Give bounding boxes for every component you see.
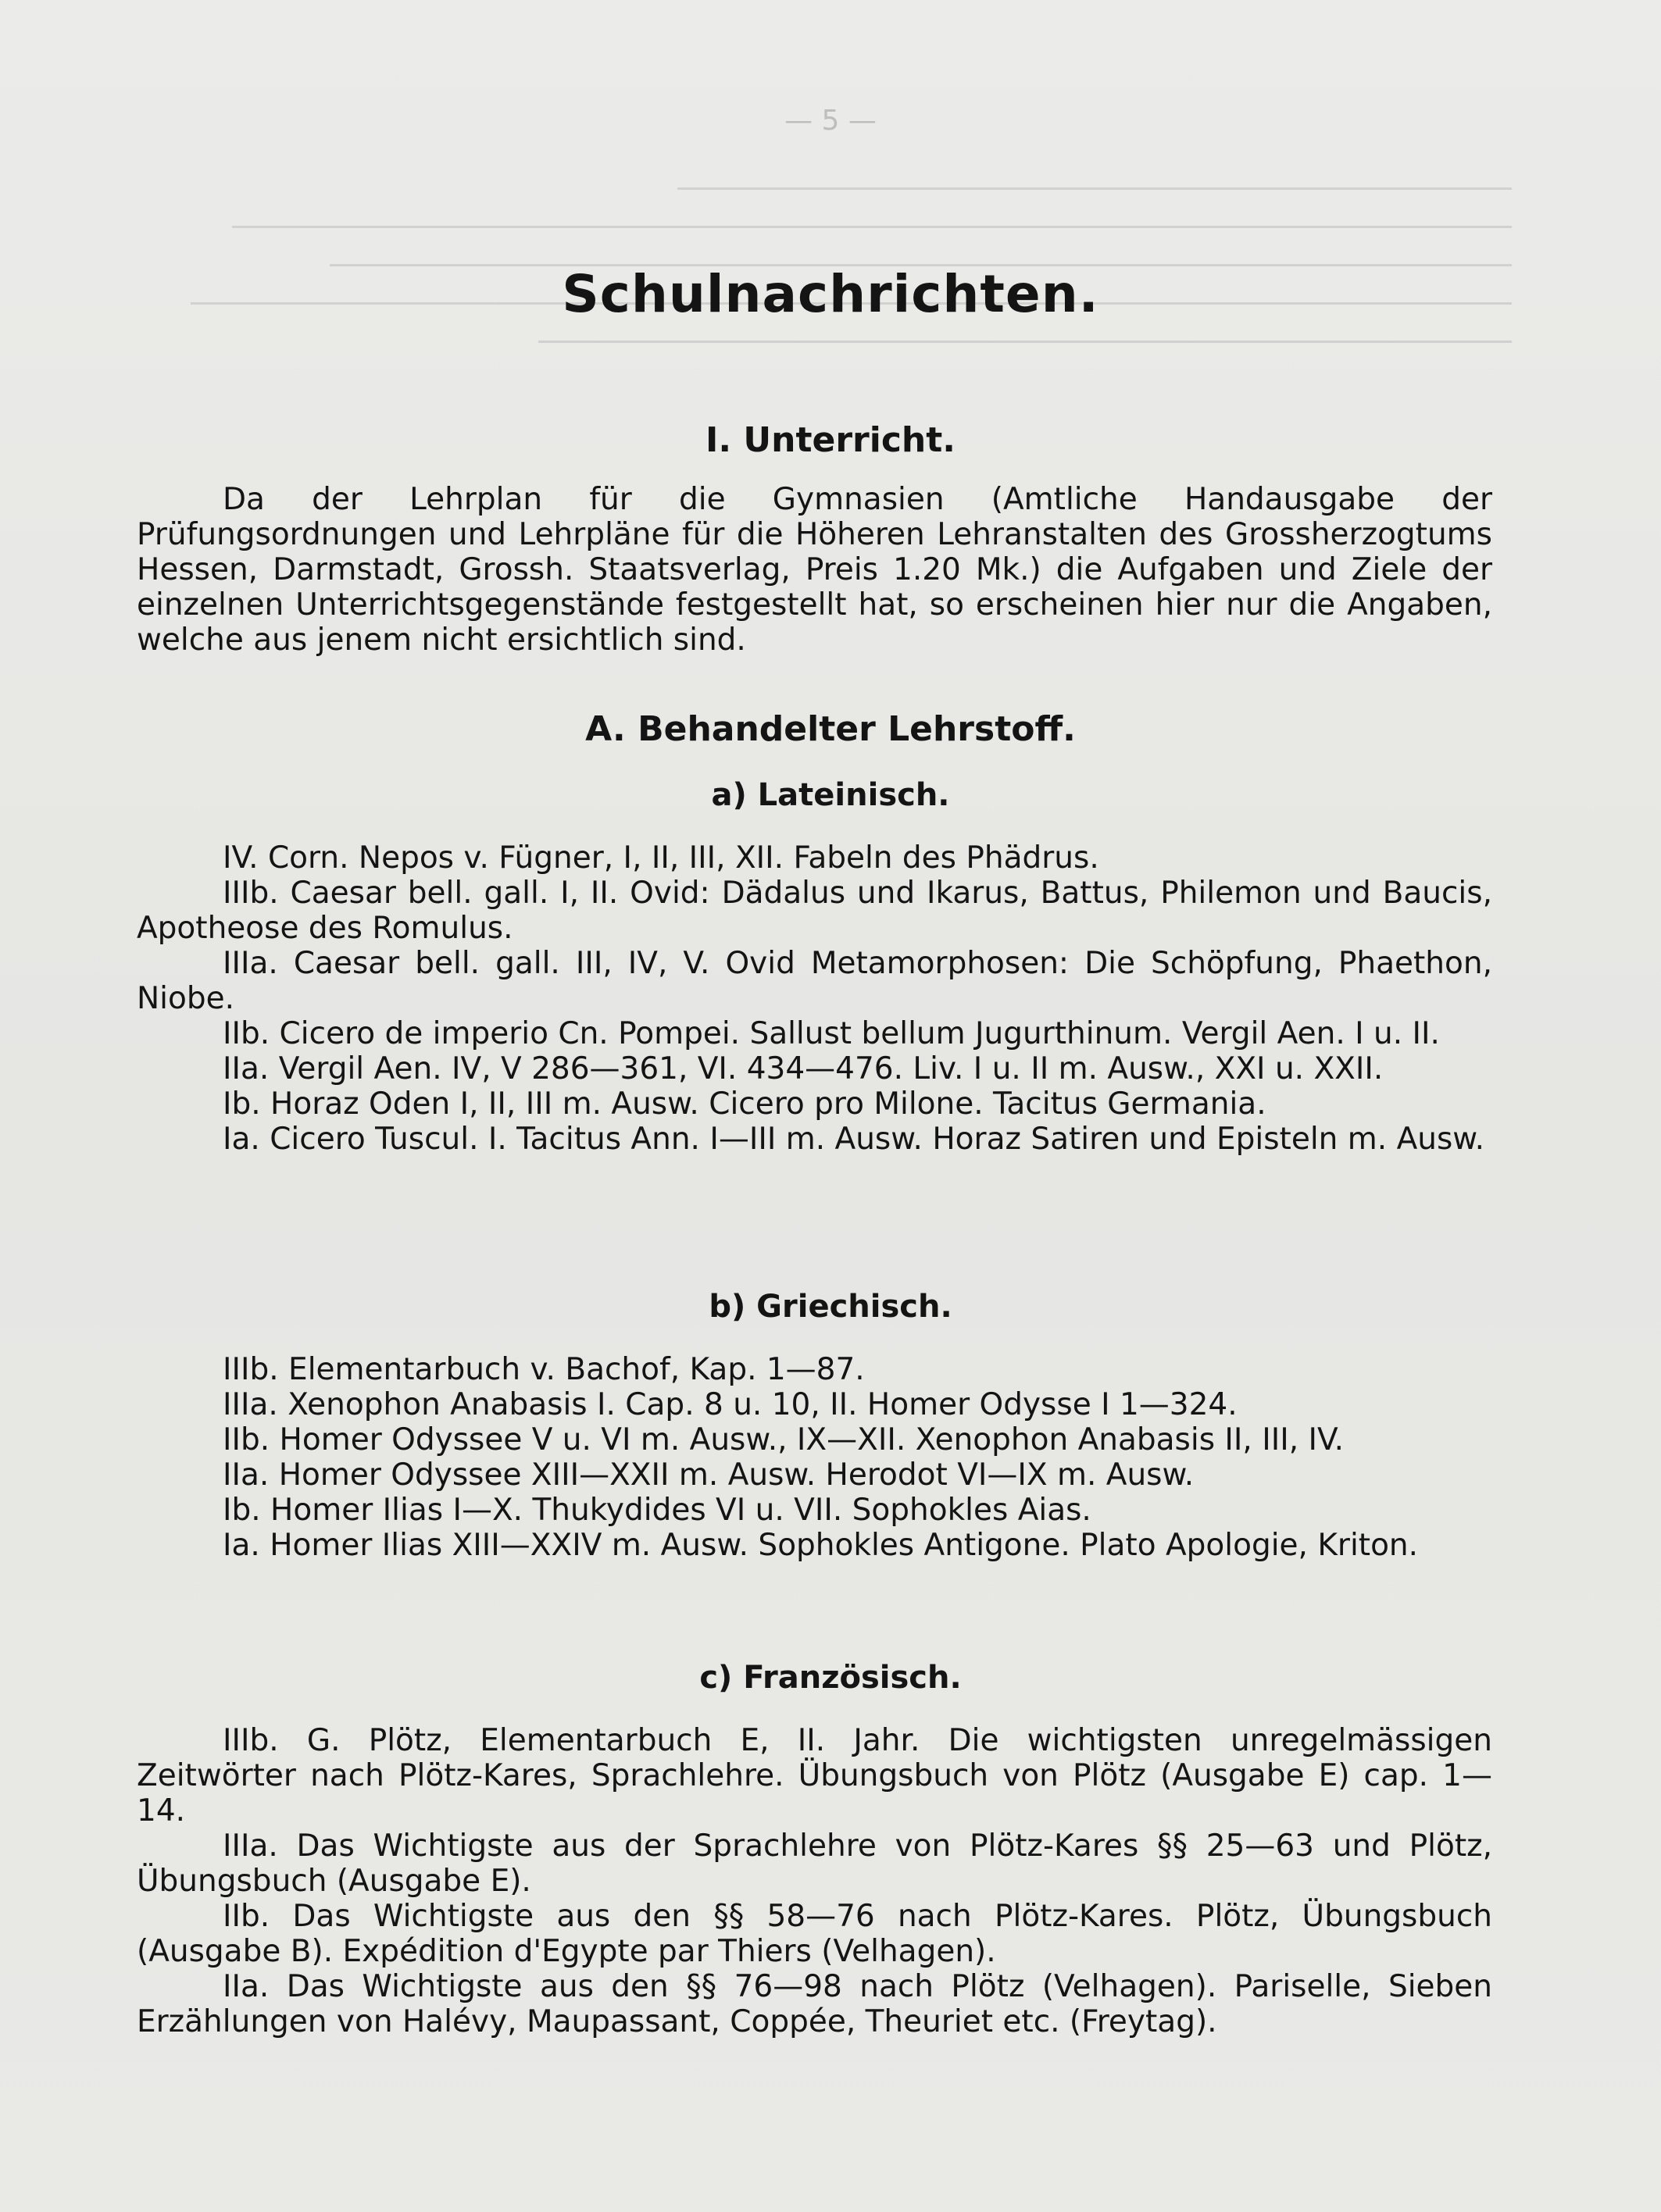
griechisch-entry (137, 1422, 1492, 1457)
latein-entry (137, 1016, 1492, 1051)
entry-text: IIb. Das Wichtigste aus den §§ 58—76 nach Plötz-Kares. Plötz, Übungsbuch (Ausgabe B). Expédition d'Egypte par Thiers (Velhagen). (137, 1899, 1492, 1969)
entry-text: Ia. Homer Ilias XIII—XXIV m. Ausw. Sophokles Antigone. Plato Apologie, Kriton. (223, 1528, 1419, 1563)
latein-entry (137, 1122, 1492, 1157)
intro-paragraph (137, 482, 1492, 658)
page-number: — 5 — (784, 105, 877, 137)
latein-entry (137, 876, 1492, 946)
subheading-franzoesisch: c) Französisch. (699, 1660, 962, 1696)
franzoesisch-entry (137, 1723, 1492, 1828)
entry-text: IIIa. Xenophon Anabasis I. Cap. 8 u. 10, II. Homer Odysse I 1—324. (223, 1387, 1238, 1422)
franzoesisch-entry (137, 1969, 1492, 2039)
franzoesisch-entries (137, 1723, 1492, 2039)
entry-text: IIa. Vergil Aen. IV, V 286—361, VI. 434—476. Liv. I u. II m. Ausw., XXI u. XXII. (223, 1051, 1384, 1086)
subheading-lateinisch: a) Lateinisch. (711, 777, 950, 813)
latein-entry (137, 1051, 1492, 1086)
entry-text: IIa. Homer Odyssee XIII—XXII m. Ausw. Herodot VI—IX m. Ausw. (223, 1457, 1195, 1493)
section-heading-unterricht: I. Unterricht. (705, 420, 956, 460)
latein-entries (137, 840, 1492, 1157)
entry-text: IIa. Das Wichtigste aus den §§ 76—98 nach Plötz (Velhagen). Pariselle, Sieben Erzählungen von Halévy, Maupassant, Coppée, Theuriet etc. (Freytag). (137, 1969, 1492, 2039)
section-heading-lehrstoff: A. Behandelter Lehrstoff. (585, 709, 1076, 749)
entry-text: Ib. Horaz Oden I, II, III m. Ausw. Cicero pro Milone. Tacitus Germania. (223, 1086, 1266, 1122)
griechisch-entry (137, 1352, 1492, 1387)
griechisch-entry (137, 1387, 1492, 1422)
latein-entry (137, 1086, 1492, 1122)
entry-text: IIIa. Das Wichtigste aus der Sprachlehre von Plötz-Kares §§ 25—63 und Plötz, Übungsbuch (Ausgabe E). (137, 1828, 1492, 1899)
entry-text: IIIb. G. Plötz, Elementarbuch E, II. Jahr. Die wichtigsten unregelmässigen Zeitwörter nach Plötz-Kares, Sprachlehre. Übungsbuch von Plötz (Ausgabe E) cap. 1—14. (137, 1723, 1492, 1828)
entry-text: Ib. Homer Ilias I—X. Thukydides VI u. VII. Sophokles Aias. (223, 1493, 1091, 1528)
latein-entry (137, 840, 1492, 876)
intro-text: Da der Lehrplan für die Gymnasien (Amtliche Handausgabe der Prüfungsordnungen und Lehrpläne für die Höheren Lehranstalten des Grossherzogtums Hessen, Darmstadt, Grossh. Staatsverlag, Preis 1.20 Mk.) die Aufgaben und Ziele der einzelnen Unterrichtsgegenstände festgestellt hat, so erscheinen hier nur die Angaben, welche aus jenem nicht ersichtlich sind. (137, 482, 1492, 658)
entry-text: IIb. Cicero de imperio Cn. Pompei. Sallust bellum Jugurthinum. Vergil Aen. I u. II. (223, 1016, 1440, 1051)
griechisch-entries (137, 1352, 1492, 1563)
franzoesisch-entry (137, 1899, 1492, 1969)
entry-text: IV. Corn. Nepos v. Fügner, I, II, III, XII. Fabeln des Phädrus. (223, 840, 1099, 876)
page-title: Schulnachrichten. (562, 264, 1099, 324)
latein-entry (137, 946, 1492, 1016)
entry-text: IIIa. Caesar bell. gall. III, IV, V. Ovid Metamorphosen: Die Schöpfung, Phaethon, Niobe. (137, 946, 1492, 1016)
griechisch-entry (137, 1493, 1492, 1528)
griechisch-entry (137, 1457, 1492, 1493)
entry-text: Ia. Cicero Tuscul. I. Tacitus Ann. I—III m. Ausw. Horaz Satiren und Episteln m. Ausw. (223, 1122, 1484, 1157)
entry-text: IIb. Homer Odyssee V u. VI m. Ausw., IX—XII. Xenophon Anabasis II, III, IV. (223, 1422, 1345, 1457)
entry-text: IIIb. Elementarbuch v. Bachof, Kap. 1—87. (223, 1352, 865, 1387)
subheading-griechisch: b) Griechisch. (709, 1289, 952, 1325)
entry-text: IIIb. Caesar bell. gall. I, II. Ovid: Dädalus und Ikarus, Battus, Philemon und Baucis, Apotheose des Romulus. (137, 876, 1492, 946)
griechisch-entry (137, 1528, 1492, 1563)
franzoesisch-entry (137, 1828, 1492, 1899)
